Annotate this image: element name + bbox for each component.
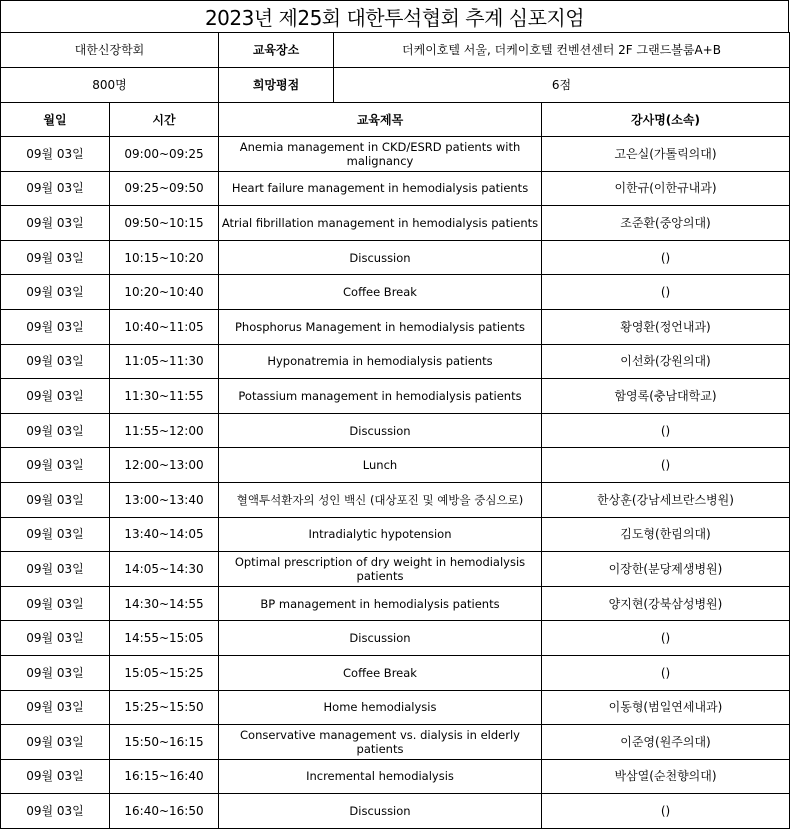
- capacity-value: 800명: [1, 68, 219, 103]
- organizer-value: 대한신장학회: [1, 33, 219, 68]
- table-row: [1, 621, 790, 656]
- page-title: 2023년 제25회 대한투석협회 추계 심포지엄: [0, 0, 789, 33]
- cell-speaker: 고은실(가톨릭의대): [542, 137, 790, 172]
- cell-time: 13:00~13:40: [110, 482, 219, 517]
- cell-speaker: (): [542, 413, 790, 448]
- table-row: [1, 344, 790, 379]
- cell-speaker: 김도형(한림의대): [542, 517, 790, 552]
- cell-time: 09:50~10:15: [110, 206, 219, 241]
- table-row: [1, 552, 790, 587]
- schedule-header-row: [1, 103, 790, 137]
- header-topic: 교육제목: [219, 103, 542, 137]
- cell-topic: Discussion: [219, 240, 542, 275]
- cell-time: 13:40~14:05: [110, 517, 219, 552]
- cell-date: 09월 03일: [1, 275, 110, 310]
- cell-date: 09월 03일: [1, 309, 110, 344]
- header-time: 시간: [110, 103, 219, 137]
- cell-date: 09월 03일: [1, 586, 110, 621]
- table-row: [1, 448, 790, 483]
- cell-time: 09:25~09:50: [110, 171, 219, 206]
- cell-date: 09월 03일: [1, 413, 110, 448]
- info-row-venue: [1, 33, 790, 68]
- table-row: [1, 379, 790, 414]
- schedule-body: [1, 137, 790, 829]
- table-row: [1, 309, 790, 344]
- cell-speaker: 조준환(중앙의대): [542, 206, 790, 241]
- table-row: [1, 137, 790, 172]
- cell-speaker: 이준영(원주의대): [542, 725, 790, 760]
- cell-speaker: 황영환(정언내과): [542, 309, 790, 344]
- score-value: 6점: [334, 68, 790, 103]
- cell-date: 09월 03일: [1, 448, 110, 483]
- cell-date: 09월 03일: [1, 690, 110, 725]
- cell-date: 09월 03일: [1, 137, 110, 172]
- table-row: [1, 482, 790, 517]
- cell-time: 10:20~10:40: [110, 275, 219, 310]
- cell-speaker: 이한규(이한규내과): [542, 171, 790, 206]
- info-row-score: [1, 68, 790, 103]
- table-row: [1, 413, 790, 448]
- cell-speaker: 양지현(강북삼성병원): [542, 586, 790, 621]
- cell-speaker: 박삼열(순천향의대): [542, 759, 790, 794]
- cell-topic: BP management in hemodialysis patients: [219, 586, 542, 621]
- cell-date: 09월 03일: [1, 344, 110, 379]
- cell-speaker: (): [542, 655, 790, 690]
- cell-time: 11:55~12:00: [110, 413, 219, 448]
- cell-topic: Phosphorus Management in hemodialysis patients: [219, 309, 542, 344]
- table-row: [1, 275, 790, 310]
- cell-speaker: 함영록(충남대학교): [542, 379, 790, 414]
- cell-topic: Anemia management in CKD/ESRD patients with malignancy: [219, 137, 542, 172]
- cell-date: 09월 03일: [1, 240, 110, 275]
- table-row: [1, 690, 790, 725]
- cell-time: 09:00~09:25: [110, 137, 219, 172]
- cell-time: 12:00~13:00: [110, 448, 219, 483]
- cell-time: 15:05~15:25: [110, 655, 219, 690]
- cell-speaker: (): [542, 448, 790, 483]
- cell-date: 09월 03일: [1, 759, 110, 794]
- cell-topic: Optimal prescription of dry weight in hemodialysis patients: [219, 552, 542, 587]
- cell-time: 15:25~15:50: [110, 690, 219, 725]
- cell-topic: Heart failure management in hemodialysis patients: [219, 171, 542, 206]
- cell-speaker: 한상훈(강남세브란스병원): [542, 482, 790, 517]
- cell-topic: Coffee Break: [219, 275, 542, 310]
- cell-time: 16:15~16:40: [110, 759, 219, 794]
- cell-speaker: (): [542, 794, 790, 829]
- table-row: [1, 206, 790, 241]
- cell-topic: Coffee Break: [219, 655, 542, 690]
- table-row: [1, 794, 790, 829]
- cell-date: 09월 03일: [1, 655, 110, 690]
- cell-time: 14:55~15:05: [110, 621, 219, 656]
- header-date: 월일: [1, 103, 110, 137]
- cell-speaker: 이장한(분당제생병원): [542, 552, 790, 587]
- cell-date: 09월 03일: [1, 379, 110, 414]
- table-row: [1, 517, 790, 552]
- table-row: [1, 240, 790, 275]
- cell-topic: Discussion: [219, 621, 542, 656]
- cell-topic: 혈액투석환자의 성인 백신 (대상포진 및 예방을 중심으로): [219, 482, 542, 517]
- table-row: [1, 655, 790, 690]
- cell-date: 09월 03일: [1, 171, 110, 206]
- cell-time: 11:30~11:55: [110, 379, 219, 414]
- cell-date: 09월 03일: [1, 621, 110, 656]
- table-row: [1, 586, 790, 621]
- cell-date: 09월 03일: [1, 517, 110, 552]
- cell-time: 11:05~11:30: [110, 344, 219, 379]
- score-label: 희망평점: [219, 68, 334, 103]
- table-row: [1, 725, 790, 760]
- cell-time: 15:50~16:15: [110, 725, 219, 760]
- cell-date: 09월 03일: [1, 725, 110, 760]
- cell-date: 09월 03일: [1, 552, 110, 587]
- cell-topic: Atrial fibrillation management in hemodialysis patients: [219, 206, 542, 241]
- event-info-table: [0, 32, 790, 103]
- cell-speaker: 이선화(강원의대): [542, 344, 790, 379]
- cell-topic: Conservative management vs. dialysis in elderly patients: [219, 725, 542, 760]
- cell-topic: Potassium management in hemodialysis patients: [219, 379, 542, 414]
- venue-value: 더케이호텔 서울, 더케이호텔 컨벤션센터 2F 그랜드볼룸A+B: [334, 33, 790, 68]
- cell-date: 09월 03일: [1, 482, 110, 517]
- cell-topic: Hyponatremia in hemodialysis patients: [219, 344, 542, 379]
- cell-topic: Discussion: [219, 794, 542, 829]
- cell-time: 14:30~14:55: [110, 586, 219, 621]
- cell-topic: Incremental hemodialysis: [219, 759, 542, 794]
- cell-time: 10:15~10:20: [110, 240, 219, 275]
- cell-time: 16:40~16:50: [110, 794, 219, 829]
- cell-speaker: (): [542, 240, 790, 275]
- cell-time: 14:05~14:30: [110, 552, 219, 587]
- cell-speaker: (): [542, 275, 790, 310]
- cell-speaker: 이동형(범일연세내과): [542, 690, 790, 725]
- cell-topic: Intradialytic hypotension: [219, 517, 542, 552]
- cell-speaker: (): [542, 621, 790, 656]
- cell-date: 09월 03일: [1, 206, 110, 241]
- cell-topic: Discussion: [219, 413, 542, 448]
- table-row: [1, 759, 790, 794]
- cell-topic: Home hemodialysis: [219, 690, 542, 725]
- cell-date: 09월 03일: [1, 794, 110, 829]
- table-row: [1, 171, 790, 206]
- header-speaker: 강사명(소속): [542, 103, 790, 137]
- schedule-table: [0, 102, 790, 829]
- venue-label: 교육장소: [219, 33, 334, 68]
- cell-time: 10:40~11:05: [110, 309, 219, 344]
- cell-topic: Lunch: [219, 448, 542, 483]
